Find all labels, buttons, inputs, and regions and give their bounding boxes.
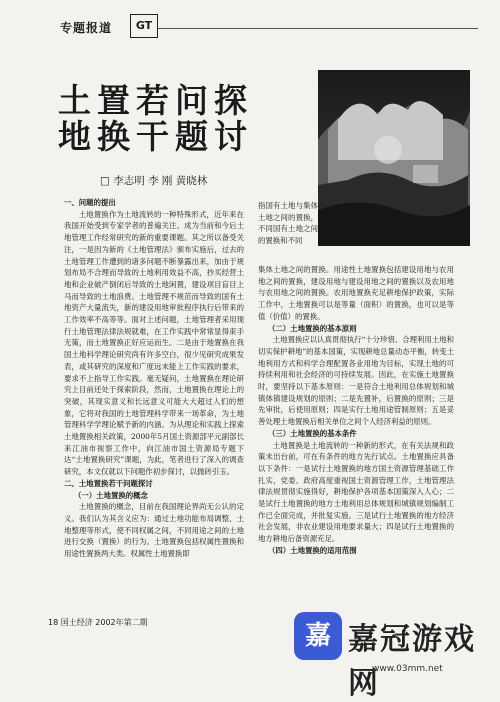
subsection-heading: （一）土地置换的概念 xyxy=(74,490,148,500)
subsection-heading: （三）土地置换的基本条件 xyxy=(268,428,357,438)
section-heading-2: 二、土地置换若干问题探讨 xyxy=(64,478,153,488)
mid-column-text: 指国有土地与集体土地之间的置换，不同国有土地之间的置换和不同 xyxy=(258,201,318,246)
magazine-logo: GT xyxy=(130,14,158,38)
watermark-text: 嘉冠游戏网 xyxy=(348,622,476,701)
header-rule xyxy=(158,28,478,29)
paragraph: 土地置换作为土地流转的一种特殊形式，近年来在我国开始受到专家学者的普遍关注。成为当前和今后土地管理工作经常研究的新的重要课题。其之所以备受关注，一是因为新的《土地管理法》颁布实施后，过去的土地管理工作遭到的诸多问题不断暴露出来，加由于规划布局不合理而导致的土地利用效益不高，抄买经营土地和企业破产倒闭后导致的土地闲置，建设项目盲目上马而导致的土地浪费。土地管理不规范而导致的国有土地资产大量流失，新的建设用地审批程序执行后带来的工作效率不高等等。面对上述问题，土地管理者采用现行土地管理法律法规就难，在工作实践中常常显得束手无策，而土地置换正好应运而生。二是由于地置换在我国土地科学理论研究尚有许多空白，很少见研究成果发表，或其研究的深度和广度远未能上工作实践的要求，要求不上指导工作实践。毫无疑问，土地置换在理论研究上目前还处于探索阶段，然而，土地置换在理论上的突破，其现实意义和长远意义可能大大超过人们的想象，它将对我国的土地管理科学带来一场革命，为土地管理科学学理论赋予新的内涵。为从理论和实践上探索土地置换相关政策，2000年5月国土资源部平元副部长来江油市视察工作中，向江油市国土资源局专题下达“土地置换研究”课题，为此，笔者进行了深入的调查研究，本文仅就以下问题作初步探讨，以抛砖引玉。 xyxy=(64,209,244,477)
article-title-line1: 土置若问探 xyxy=(58,81,253,120)
watermark-url: www.03mm.net xyxy=(372,664,443,674)
subsection-heading: （二）土地置换的基本原则 xyxy=(268,323,357,333)
paragraph: 土地置换的概念，目前在我国理论界尚无公认的定义。我们认为其含义应为：通过土地功能布局调整，土地整理等形式，使不同权属之间，不同用途之间的土地进行交换（置换）的行为。土地置换包括权属性置换和用途性置换两大类。权属性土地置换即 xyxy=(64,502,244,559)
watermark-badge-icon: 嘉 xyxy=(294,612,342,660)
paragraph: 土地置换是土地流转的一种新的形式，在有关法规和政策未出台前，可在有条件的地方先行试点。土地置换应具备以下条件：一是试行土地置换的地方国土资源管理基础工作扎实，党委、政府高度重视国土资源管理工作，土地管理法律法规贯彻实施得好，耕地保护各项基本国策深入人心；二是试行土地置换的地方土地利用总体规划和城镇规划编制工作已全面完成，并批复实施。三是试行土地置换的地方经济社会发展，非农业建设用地要求量大；四是试行土地置换的地方耕地后备资源充足。 xyxy=(258,440,454,544)
section-heading-1: 一、问题的提出 xyxy=(64,198,116,207)
paragraph: 集体土地之间的置换。用途性土地置换包括建设用地与农用地之间的置换，建设用地与建设用地之间的置换以及农用地与农用地之间的置换。农用地置换充足耕地保护政策，实际工作中，土地置换可以是等量（面积）的置换，也可以是等值（价值）的置换。 xyxy=(258,265,454,321)
subsection-heading: （四）土地置换的适用范围 xyxy=(268,545,357,555)
paragraph: 土地置换应以认真贯彻执行“十分珍惜、合理利用土地和切实保护耕地”的基本国策，实现耕地总量动态平衡，转变土地利用方式和科学合理配置各业用地为目标，实现土地的可持续利用和社会经济的可持续发展。因此，在实施土地置换时，要坚持以下基本原则：一是符合土地利用总体规划和城镇体镇建设规划的原则；二是先置补，后置换的原则；三是先审批，后使用原则；四是实行土地用途管制原则；五是妥善处理土地置换后相关单位之间个人经济利益的原则。 xyxy=(258,335,454,427)
article-photo xyxy=(318,70,470,246)
left-column xyxy=(64,197,244,560)
section-label: 专题报道 xyxy=(60,21,113,35)
landscape-photo-icon xyxy=(318,70,470,246)
page-footer: 18 国土经济 2002年第二期 xyxy=(48,618,148,627)
page-header xyxy=(0,0,500,42)
right-column xyxy=(258,264,454,557)
article-authors: □ 李志明 李 刚 黄晓林 xyxy=(100,175,208,187)
article-title-line2: 地换干题讨 xyxy=(58,117,253,156)
